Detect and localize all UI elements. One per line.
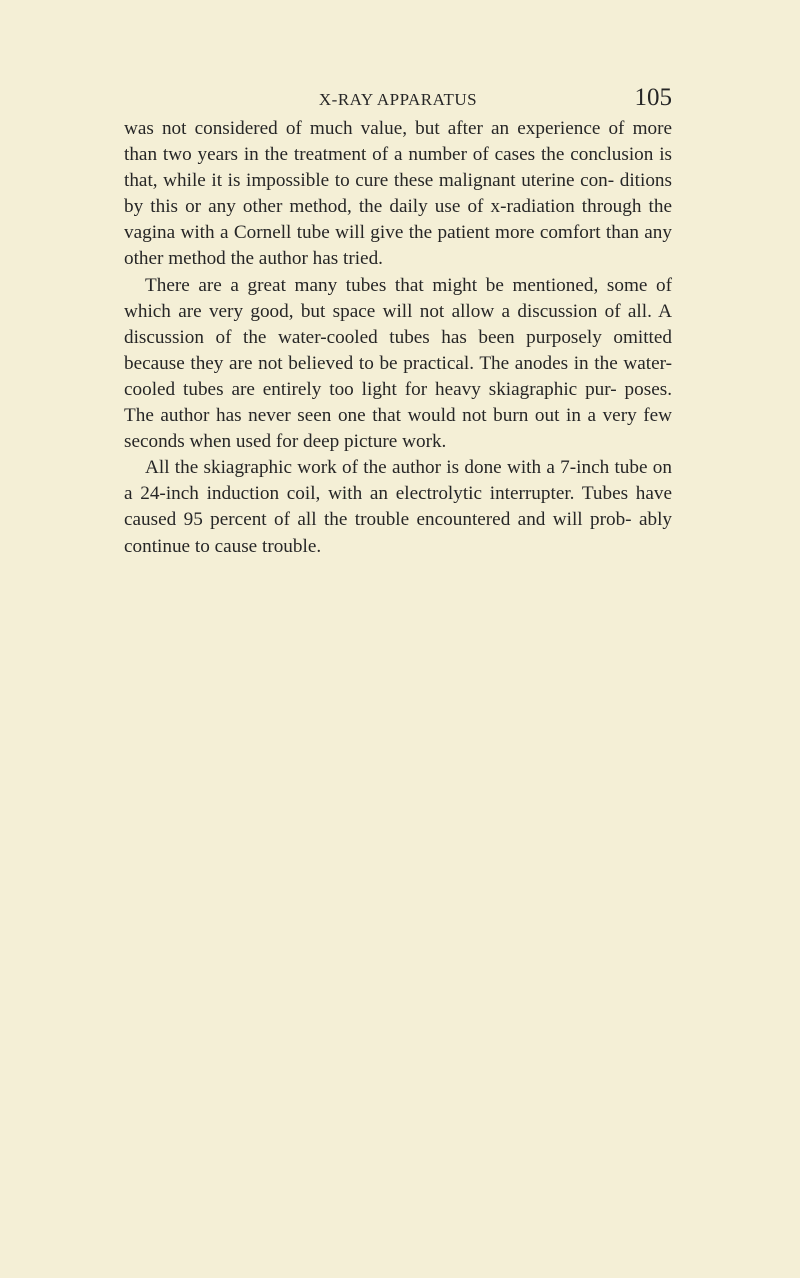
running-title: X-RAY APPARATUS bbox=[318, 90, 478, 109]
paragraph-tubes: There are a great many tubes that might be mentioned, some of which are very good, but space will not allow a discussion of all. A discussion of the water-cooled tubes has been purposely omitted because they are not believed to be practical. The anodes in the water-cooled tubes are entirely too light for heavy skiagraphic pur- poses. The author has never seen one that would not burn out in a very few seconds when used for deep picture work. bbox=[124, 274, 672, 453]
page-number: 105 bbox=[634, 84, 672, 111]
paragraph-skiagraphic-work: All the skiagraphic work of the author is done with a 7-inch tube on a 24-inch induction coil, with an electrolytic interrupter. Tubes have caused 95 percent of all the trouble encountered and will prob- ably continue to cause trouble. bbox=[124, 457, 672, 557]
paragraph-continued: was not considered of much value, but after an experience of more than two years in the treatment of a number of cases the conclusion is that, while it is impossible to cure these malignant uterine con- ditions by this or any other method, the daily use of x-radiation through the vagina with a Cornell tube will give the patient more comfort than any other method the author has tried. bbox=[124, 118, 672, 270]
running-head bbox=[124, 82, 672, 112]
body-text bbox=[124, 116, 672, 560]
